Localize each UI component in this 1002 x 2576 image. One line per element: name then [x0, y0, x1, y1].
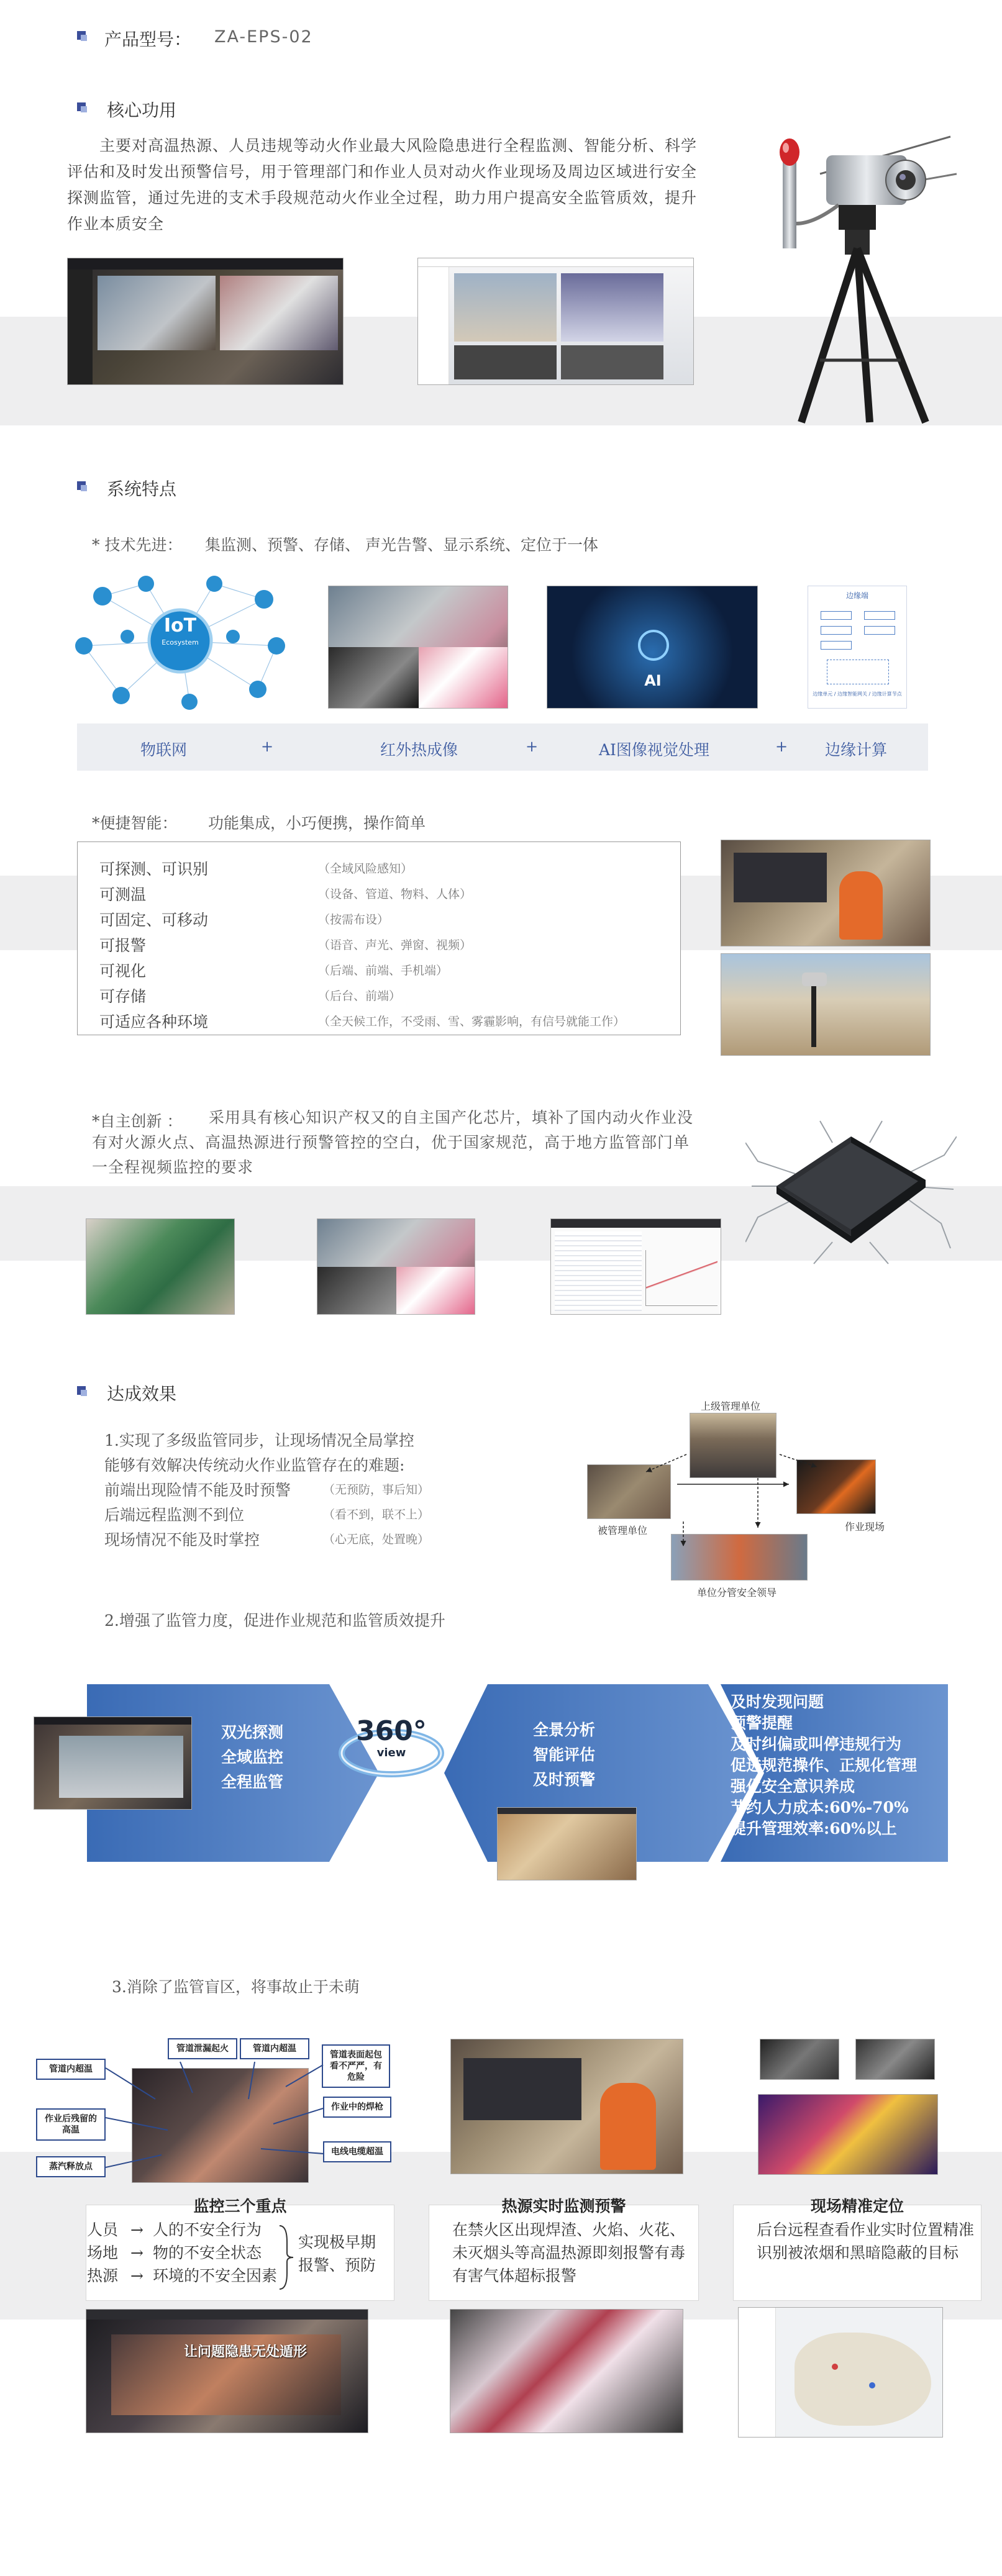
model-label: 产品型号： — [104, 29, 192, 50]
smart-row-note: （语音、声光、弹窗、视频） — [318, 938, 472, 952]
card-title: 热源实时监测预警 — [501, 2197, 626, 2215]
diagram-bottom-label: 单位分管安全领导 — [697, 1587, 777, 1599]
smart-row-note: （设备、管道、物料、人体） — [318, 887, 472, 901]
smart-title: *便捷智能： — [92, 814, 178, 832]
diagram-top-label: 上级管理单位 — [701, 1400, 761, 1412]
card-text: 在禁火区出现焊渣、火焰、火花、未灭烟头等高温热源即刻报警有毒有害气体超标报警 — [452, 2221, 686, 2285]
smart-row-label: 可测温 — [99, 886, 147, 904]
view-360-number: 360° — [356, 1715, 427, 1747]
thermal-camera-device-icon — [745, 124, 982, 429]
ai-label: AI — [644, 672, 662, 689]
view-360-word: view — [376, 1746, 406, 1759]
smart-row-note: （全天候工作，不受雨、雪、雾霾影响，有信号就能工作） — [318, 1015, 626, 1028]
smart-row-label: 可存储 — [99, 987, 147, 1005]
p3-thermal-person — [758, 2094, 938, 2175]
p2-left-line: 双光探测 — [221, 1723, 284, 1741]
p2-right-line: 及时发现问题 — [731, 1693, 824, 1711]
effect-title: 达成效果 — [107, 1384, 177, 1404]
core-title: 核心功用 — [107, 100, 177, 120]
p2-left-line: 全域监控 — [221, 1748, 284, 1766]
arrow-icon: → — [130, 2267, 143, 2285]
p3-dark-photo — [855, 2039, 935, 2080]
callout-residual-heat: 作业后残留的高温 — [36, 2108, 106, 2141]
arrow-icon: → — [130, 2244, 143, 2262]
p2-right-line: 强化安全意识养成 — [731, 1777, 855, 1795]
model-value: ZA-EPS-02 — [214, 27, 313, 47]
card-row-b: 环境的不安全因素 — [153, 2267, 278, 2285]
callout-steam-release: 蒸汽释放点 — [36, 2156, 106, 2177]
innov-title: *自主创新 ： — [92, 1112, 183, 1130]
p2-right-line: 提升管理效率:60%以上 — [731, 1820, 897, 1838]
p2-right-line: 节约人力成本:60%-70% — [731, 1798, 909, 1816]
p1-title: 1.实现了多级监管同步，让现场情况全局掌控 — [104, 1431, 414, 1449]
callout-welding-torch: 作业中的焊枪 — [323, 2097, 391, 2118]
section-marker-icon — [77, 481, 86, 490]
callout-pipe-overheat-2: 管道内超温 — [240, 2038, 309, 2059]
smart-row-label: 可视化 — [99, 962, 147, 980]
card-text: 后台远程查看作业实时位置精准识别被浓烟和黑暗隐蔽的目标 — [757, 2221, 975, 2262]
smart-row-label: 可报警 — [99, 937, 147, 955]
field-deployment-photo — [721, 953, 931, 1056]
card-row-b: 人的不安全行为 — [153, 2221, 262, 2239]
feature-thermal: 红外热成像 — [380, 741, 458, 759]
card-result: 报警、预防 — [298, 2256, 376, 2274]
p2-title: 2.增强了监管力度，促进作业规范和监管质效提升 — [104, 1612, 445, 1630]
card-title: 现场精准定位 — [810, 2197, 904, 2215]
p1-row-label: 现场情况不能及时掌控 — [104, 1531, 260, 1549]
plus-sign: + — [775, 738, 788, 755]
callout-cable-overheat: 电线电缆超温 — [323, 2141, 391, 2162]
smart-row-label: 可固定、可移动 — [99, 911, 209, 929]
arrow-icon: → — [130, 2221, 143, 2239]
tech-title: * 技术先进： — [92, 536, 183, 554]
callout-pipe-overheat: 管道内超温 — [36, 2059, 106, 2080]
p1-row-note: （看不到，联不上） — [323, 1508, 430, 1522]
feature-ai: AI图像视觉处理 — [599, 741, 709, 759]
p2-mid-line: 全景分析 — [533, 1721, 596, 1739]
callout-pipe-leak: 管道泄漏起火 — [168, 2038, 237, 2059]
card-row-a: 热源 — [87, 2267, 119, 2285]
diagram-left-label: 被管理单位 — [598, 1525, 648, 1536]
web-platform-screenshot — [417, 258, 694, 385]
section-marker-icon — [77, 1386, 86, 1395]
control-room-photo — [721, 840, 931, 946]
innov-text: 采用具有核心知识产权又的自主国产化芯片，填补了国内动火作业没有对火源火点、高温热源进行预警管控的空白，优于国家规范，高于地方监管部门单一全程视频监控的要求 — [92, 1109, 694, 1176]
p2-panorama-screenshot — [497, 1807, 637, 1880]
thermal-imaging-screenshot — [328, 586, 508, 709]
thermal-split-screenshot — [317, 1218, 475, 1315]
p2-software-screenshot — [34, 1717, 192, 1810]
p2-right-line: 促进规范操作、正规化管理 — [731, 1756, 918, 1774]
card-result: 实现极早期 — [298, 2233, 376, 2251]
smart-row-note: （后端、前端、手机端） — [318, 964, 449, 977]
core-text: 主要对高温热源、人员违规等动火作业最大风险隐患进行全程监测、智能分析、科学评估和及时发出预警信号，用于管理部门和作业人员对动火作业现场及周边区域进行安全探测监管，通过先进的支术手段规范动火作业全过程，助力用户提高安全监管质效，提升作业本质安全 — [67, 137, 698, 233]
p2-right-line: 预警提醒 — [731, 1714, 793, 1732]
card-row-a: 场地 — [87, 2244, 119, 2262]
p1-row-note: （心无底，处置晚） — [323, 1533, 430, 1546]
iot-sub-label: Ecosystem — [162, 638, 199, 646]
section-marker-icon — [77, 31, 86, 40]
p1-row-note: （无预防，事后知） — [323, 1483, 430, 1497]
diagram-arrows — [634, 1410, 895, 1584]
p1-sub: 能够有效解决传统动火作业监管存在的难题: — [104, 1456, 405, 1474]
feature-iot: 物联网 — [140, 741, 188, 759]
monitoring-software-screenshot — [67, 258, 344, 385]
chip-manufacturing-photo — [86, 1218, 235, 1315]
smart-row-note: （后台、前端） — [318, 989, 401, 1003]
p2-left-line: 全程监管 — [221, 1773, 284, 1791]
smart-row-label: 可适应各种环境 — [99, 1013, 209, 1031]
edge-caption: 边缘单元 / 边缘智能网关 / 边缘计算节点 — [813, 691, 902, 697]
tech-text: 集监测、预警、存储、 声光告警、显示系统、定位于一体 — [205, 536, 598, 554]
callout-pipe-surface: 管道表面起包看不严严，有危险 — [322, 2044, 390, 2088]
p3-map-screenshot — [738, 2307, 943, 2438]
p3-software-screenshot — [86, 2309, 368, 2433]
p3-monitoring-room-photo — [450, 2039, 683, 2174]
p2-mid-line: 智能评估 — [533, 1746, 596, 1764]
smart-text: 功能集成，小巧便携，操作简单 — [208, 814, 426, 832]
features-strip — [77, 723, 928, 771]
p2-right-line: 及时纠偏或叫停违规行为 — [731, 1735, 902, 1753]
chip-icon — [745, 1118, 957, 1267]
feature-edge: 边缘计算 — [825, 741, 888, 759]
iot-label: IoT — [163, 615, 197, 637]
p1-row-label: 后端远程监测不到位 — [104, 1506, 245, 1524]
card-row-b: 物的不安全状态 — [153, 2244, 262, 2262]
p3-title: 3.消除了监管盲区，将事故止于未萌 — [112, 1978, 360, 1996]
card-row-a: 人员 — [87, 2221, 119, 2239]
card-title: 监控三个重点 — [193, 2197, 287, 2215]
data-table-screenshot — [550, 1218, 721, 1315]
p3-thermal-worker-photo — [450, 2309, 683, 2433]
brace-icon — [277, 2223, 296, 2292]
system-title: 系统特点 — [107, 479, 177, 499]
smart-row-note: （按需布设） — [318, 913, 389, 927]
callout-lines — [106, 2049, 329, 2174]
p2-mid-line: 及时预警 — [533, 1771, 596, 1789]
plus-sign: + — [261, 738, 274, 755]
p1-row-label: 前端出现险情不能及时预警 — [104, 1481, 291, 1499]
section-marker-icon — [77, 102, 86, 111]
smart-row-note: （全域风险感知） — [318, 862, 413, 876]
ai-vision-graphic — [547, 586, 758, 709]
edge-title: 边缘端 — [845, 591, 868, 600]
shot-caption: 让问题隐患无处遁形 — [184, 2344, 307, 2360]
plus-sign: + — [526, 738, 539, 755]
diagram-right-label: 作业现场 — [845, 1521, 885, 1533]
p3-smoke-photo — [760, 2039, 839, 2080]
smart-row-label: 可探测、可识别 — [99, 860, 209, 878]
